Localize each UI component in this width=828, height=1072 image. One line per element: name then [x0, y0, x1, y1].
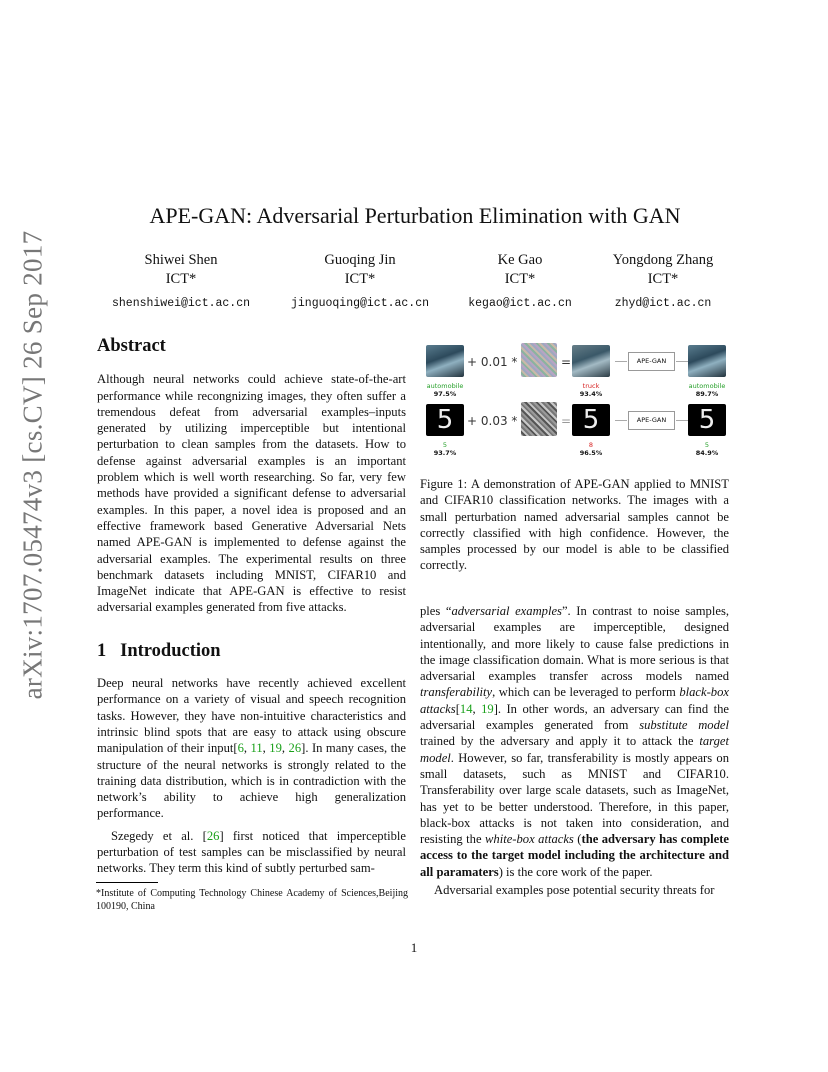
- ape-gan-box: APE-GAN: [628, 352, 675, 371]
- prediction-label: 8 96.5%: [579, 441, 603, 457]
- abstract-heading: Abstract: [97, 336, 166, 356]
- author-affiliation: ICT*: [647, 271, 679, 287]
- author-email[interactable]: shenshiwei@ict.ac.cn: [111, 297, 251, 310]
- section-heading-introduction: [97, 640, 406, 661]
- paper-title: APE-GAN: Adversarial Perturbation Elimination with GAN: [149, 203, 681, 228]
- perturbation-image: [521, 343, 557, 377]
- arrow: [676, 420, 688, 421]
- equals-sign: =: [561, 414, 572, 428]
- section-number: 1: [97, 640, 107, 661]
- citation-link[interactable]: 11: [250, 741, 263, 756]
- perturbation-image: [521, 402, 557, 436]
- page-number: 1: [410, 940, 418, 955]
- adversarial-digit-image: 5: [572, 404, 610, 436]
- prediction-label: automobile 89.7%: [688, 382, 726, 398]
- restored-digit-image: 5: [688, 404, 726, 436]
- right-column: [420, 603, 729, 898]
- footnote: *Institute of Computing Technology Chinese Academy of Sciences,Beijing 100190, China: [96, 888, 408, 912]
- author-name: Guoqing Jin: [324, 252, 396, 268]
- perturbation-operator: + 0.01 *: [467, 355, 518, 369]
- author-block: [275, 251, 445, 310]
- author-affiliation: ICT*: [165, 271, 197, 287]
- author-email[interactable]: jinguoqing@ict.ac.cn: [290, 297, 430, 310]
- citation-link[interactable]: 14: [459, 701, 473, 716]
- restored-image: [688, 345, 726, 377]
- author-block: [578, 251, 748, 310]
- prediction-label: 5 84.9%: [695, 441, 719, 457]
- figure-1: [420, 340, 734, 462]
- citation-link[interactable]: 19: [481, 701, 494, 716]
- adversarial-image: [572, 345, 610, 377]
- author-email[interactable]: kegao@ict.ac.cn: [468, 297, 572, 310]
- arrow: [676, 361, 688, 362]
- arxiv-identifier: arXiv:1707.05474v3 [cs.CV] 26 Sep 2017: [17, 230, 48, 700]
- citation-link[interactable]: 6: [237, 741, 244, 756]
- intro-paragraph: Szegedy et al. [26] first noticed that imperceptible perturbation of test samples can be misclassified by neural networks. They term this kind of subtly perturbed sam-: [97, 828, 406, 876]
- clean-digit-image: 5: [426, 404, 464, 436]
- author-name: Shiwei Shen: [144, 252, 218, 268]
- perturbation-operator: + 0.03 *: [467, 414, 518, 428]
- author-affiliation: ICT*: [504, 271, 536, 287]
- citation-link[interactable]: 19: [269, 741, 282, 756]
- author-email[interactable]: zhyd@ict.ac.cn: [614, 297, 712, 310]
- arrow: [615, 361, 627, 362]
- body-paragraph: ples “adversarial examples”. In contrast to noise samples, adversarial examples are imperceptible, designed intentionally, and more likely to cause false predictions in the image classification domain. What is more serious is that adversarial examples transfer across models named transferability, which can be leveraged to perform black-box attacks[14, 19]. In other words, an adversary can find the adversarial examples generated from substitute model trained by the adversary and apply it to attack the target model. However, so far, transferability is mostly appears on small datasets, such as MNIST and CIFAR10. Transferability over large scale datasets, such as ImageNet, has yet to be better understood. Therefore, in this paper, black-box attacks is not taken into consideration, and resisting the white-box attacks (the adversary has complete access to the target model including the architecture and all paramaters) is the core work of the paper.: [420, 604, 730, 879]
- prediction-label: truck 93.4%: [579, 382, 603, 398]
- arrow: [615, 420, 627, 421]
- prediction-label: 5 93.7%: [433, 441, 457, 457]
- citation-link[interactable]: 26: [206, 828, 220, 843]
- footnote-rule: [96, 882, 158, 883]
- author-name: Ke Gao: [497, 252, 543, 268]
- figure-caption: Figure 1: A demonstration of APE-GAN applied to MNIST and CIFAR10 classification networks. The images with a small perturbation named adversarial samples cannot be correctly classified with high confidence. However, the samples processed by our model is able to be classified correctly.: [420, 477, 729, 573]
- clean-image: [426, 345, 464, 377]
- equals-sign: =: [561, 355, 572, 369]
- author-block: [96, 251, 266, 310]
- intro-paragraph: Deep neural networks have recently achieved excellent performance on a variety of visual and speech recognition tasks. However, they have non-intuitive characteristics and intrinsic blind spots that are easy to attack using obscure manipulation of their input[6, 11, 19, 26]. In many cases, the structure of the neural networks is strongly related to the training data distribution, which is in contradiction with the network’s ability to achieve high generalization performance.: [97, 676, 406, 821]
- abstract-text: Although neural networks could achieve state-of-the-art performance while recongnizing images, they often suffer a tremendous defeat from adversarial examples–inputs generated by utilizing imperceptible but intentional perturbation to clean samples from the datasets. How to defense against adversarial examples is an important problem which is well worth researching. So far, very few methods have provided a significant defense to adversarial examples. In this paper, a novel idea is proposed and an effective framework based Generative Adversarial Nets named APE-GAN is implemented to defense against the adversarial examples. The experimental results on three benchmark datasets including MNIST, CIFAR10 and ImageNet indicate that APE-GAN is effective to resist adversarial examples generated from five attacks.: [97, 372, 406, 615]
- section-title: Introduction: [120, 640, 221, 661]
- left-column: [97, 338, 406, 877]
- ape-gan-box: APE-GAN: [628, 411, 675, 430]
- citation-link[interactable]: 26: [288, 741, 302, 756]
- author-name: Yongdong Zhang: [612, 252, 714, 268]
- body-paragraph: Adversarial examples pose potential security threats for: [434, 883, 715, 898]
- prediction-label: automobile 97.5%: [426, 382, 464, 398]
- author-affiliation: ICT*: [344, 271, 376, 287]
